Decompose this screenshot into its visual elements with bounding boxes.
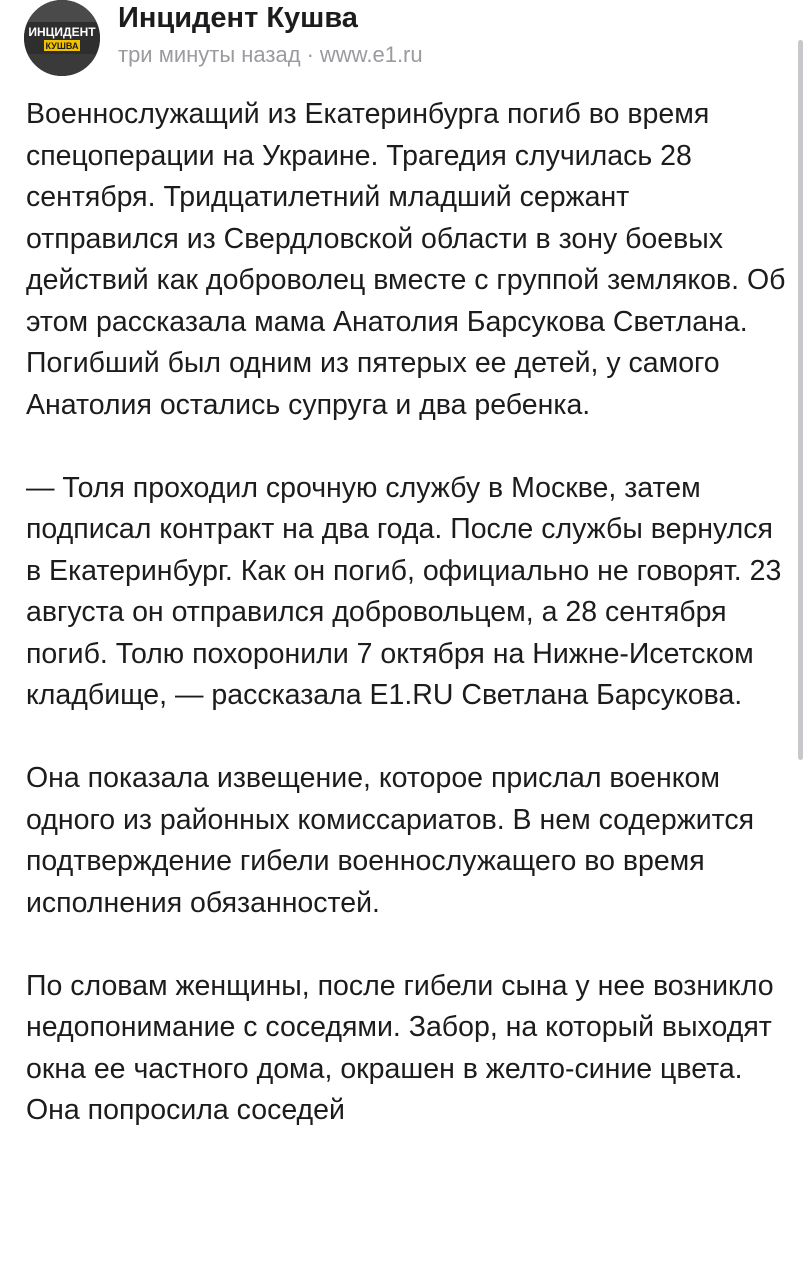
avatar-logo-icon bbox=[24, 0, 100, 76]
post-meta bbox=[118, 42, 423, 68]
post-header bbox=[24, 0, 784, 80]
scrollbar[interactable] bbox=[798, 40, 803, 760]
post-time: три минуты назад bbox=[118, 42, 301, 67]
channel-avatar[interactable] bbox=[24, 0, 100, 76]
post-paragraph: По словам женщины, после гибели сына у нее возникло недопонимание с соседями. Забор, на который выходят окна ее частного дома, окрашен в желто-синие цвета. Она попросила соседей bbox=[26, 969, 774, 1126]
post-paragraph: Военнослужащий из Екатеринбурга погиб во время спецоперации на Украине. Трагедия случилась 28 сентября. Тридцатилетний младший сержант отправился из Свердловской области в зону боевых действий как доброволец вместе с группой земляков. Об этом рассказала мама Анатолия Барсукова Светлана. Погибший был одним из пятерых ее детей, у самого Анатолия остались супруга и два ребенка. bbox=[26, 98, 786, 421]
avatar-text-line1: ИНЦИДЕНТ bbox=[28, 25, 96, 39]
post-body bbox=[26, 94, 786, 1173]
post-paragraph: — Толя проходил срочную службу в Москве, затем подписал контракт на два года. После службы вернулся в Екатеринбург. Как он погиб, официально не говорят. 23 августа он отправился добровольцем, а 28 сентября погиб. Толю похоронили 7 октября на Нижне-Исетском кладбище, — рассказала E1.RU Светлана Барсукова. bbox=[26, 471, 782, 711]
channel-name[interactable]: Инцидент Кушва bbox=[118, 2, 358, 34]
meta-separator: · bbox=[306, 42, 314, 67]
avatar-text-line2: КУШВА bbox=[45, 41, 79, 51]
post-source-link[interactable]: www.e1.ru bbox=[319, 42, 423, 67]
post-paragraph: Она показала извещение, которое прислал военком одного из районных комиссариатов. В нем содержится подтверждение гибели военнослужащего во время исполнения обязанностей. bbox=[26, 762, 755, 919]
